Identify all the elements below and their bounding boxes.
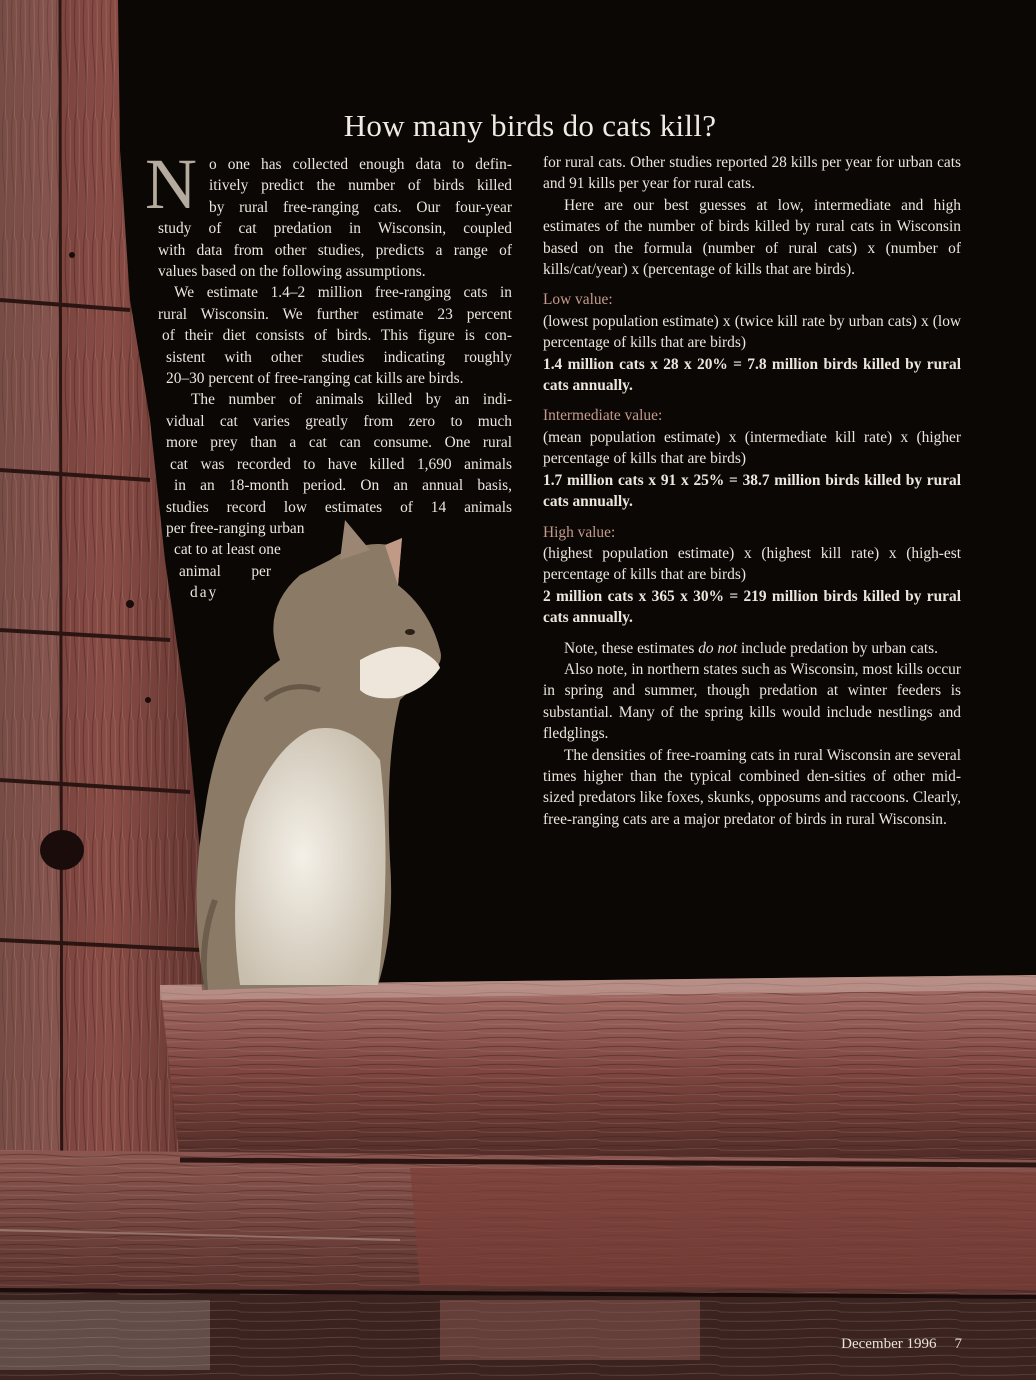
page-footer <box>841 1336 962 1353</box>
high-value-label: High value: <box>543 523 616 541</box>
left-line: values based on the following assumptions. <box>158 263 426 281</box>
intermediate-value-text: (mean population estimate) x (intermediate kill rate) x (higher percentage of kills that are birds) <box>543 428 961 468</box>
drop-cap: N <box>145 144 197 224</box>
left-line: by rural free-ranging cats. Our four-year <box>209 198 512 216</box>
also-note-paragraph: Also note, in northern states such as Wisconsin, most kills occur in spring and summer, though predation at winter feeders is substantial. Many of the spring kills would include nestlings and fledglings. <box>543 660 961 743</box>
left-line: studies record low estimates of 14 animals <box>166 498 512 516</box>
left-line: itively predict the number of birds killed <box>209 177 512 195</box>
note-text: Note, these estimates <box>564 639 695 657</box>
left-line: rural Wisconsin. We further estimate 23 percent <box>158 305 512 323</box>
paragraph-continuation: for rural cats. Other studies reported 28 kills per year for urban cats and 91 kills per year for rural cats. <box>543 154 961 193</box>
left-line: 20–30 percent of free-ranging cat kills are birds. <box>166 370 464 388</box>
paragraph-formula: Here are our best guesses at low, intermediate and high estimates of the number of birds killed by rural cats in Wisconsin based on the formula (number of rural cats) x (number of kills/cat/year) x (percentage of kills that are birds). <box>543 196 961 279</box>
page-title: How many birds do cats kill? <box>343 108 717 143</box>
left-line: vidual cat varies greatly from zero to much <box>166 412 512 430</box>
intermediate-value-result: 1.7 million cats x 91 x 25% = 38.7 million birds killed by rural cats annually. <box>543 471 961 511</box>
left-column <box>0 154 520 604</box>
note-text: include predation by urban cats. <box>740 639 939 657</box>
left-line: in an 18-month period. On an annual basis, <box>174 477 512 495</box>
low-value-result: 1.4 million cats x 28 x 20% = 7.8 million birds killed by rural cats annually. <box>543 355 961 395</box>
left-line: The number of animals killed by an indi- <box>191 391 512 409</box>
high-value-result: 2 million cats x 365 x 30% = 219 million birds killed by rural cats annually. <box>543 587 961 627</box>
left-line: day <box>190 584 219 602</box>
high-value-text: (highest population estimate) x (highest kill rate) x (high-est percentage of kills that are birds) <box>543 544 961 584</box>
left-line: study of cat predation in Wisconsin, coupled <box>158 220 512 238</box>
left-line: sistent with other studies indicating roughly <box>166 348 512 366</box>
right-column <box>543 152 961 830</box>
low-value-text: (lowest population estimate) x (twice kill rate by urban cats) x (low percentage of kills that are birds) <box>543 312 961 352</box>
left-line: animal per <box>179 562 271 580</box>
note-paragraph <box>543 638 961 659</box>
densities-paragraph: The densities of free-roaming cats in rural Wisconsin are several times higher than the typical combined den-sities of other mid-sized predators like foxes, skunks, opposums and raccoons. Clearly, free-ranging cats are a major predator of birds in rural Wisconsin. <box>543 746 961 828</box>
left-line: more prey than a cat can consume. One rural <box>166 434 512 452</box>
note-emphasis: do not <box>698 639 738 657</box>
left-line: per free-ranging urban <box>166 519 305 537</box>
footer-date: December 1996 <box>841 1336 937 1352</box>
left-line: cat to at least one <box>174 541 281 559</box>
left-line: with data from other studies, predicts a range of <box>158 241 512 259</box>
left-line: cat was recorded to have killed 1,690 animals <box>170 455 512 473</box>
low-value-label: Low value: <box>543 291 613 309</box>
left-line: o one has collected enough data to defin- <box>209 156 512 173</box>
left-line: of their diet consists of birds. This figure is con- <box>162 327 512 345</box>
page-number: 7 <box>954 1336 962 1352</box>
intermediate-value-label: Intermediate value: <box>543 407 663 425</box>
left-line: We estimate 1.4–2 million free-ranging cats in <box>174 284 512 302</box>
